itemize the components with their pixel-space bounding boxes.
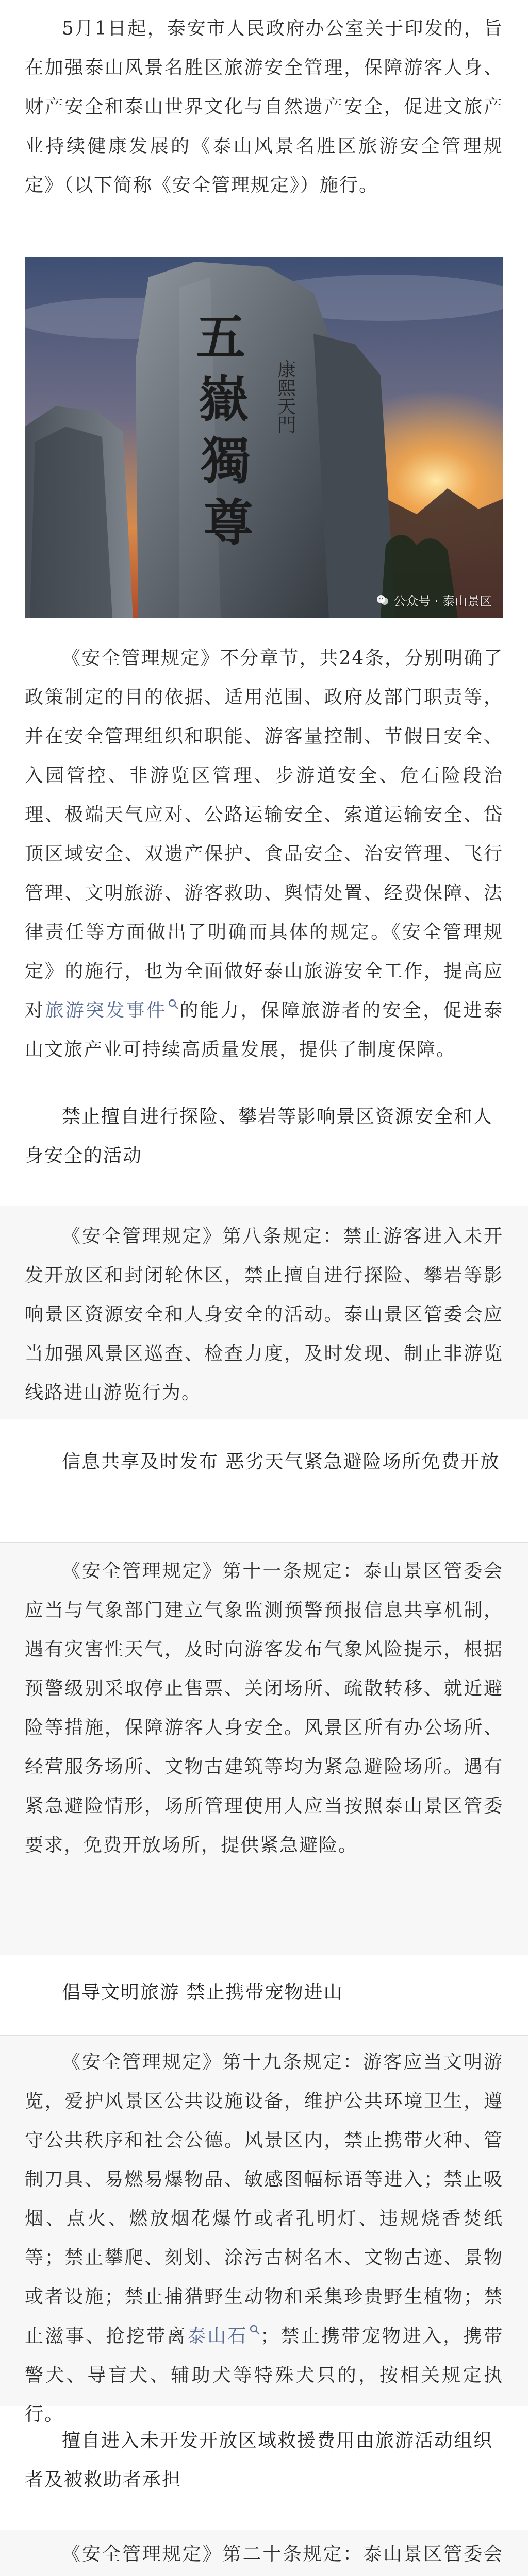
photo-watermark — [376, 591, 492, 609]
photo-illustration — [25, 257, 503, 618]
section-title: 禁止擅自进行探险、攀岩等影响景区资源安全和人身安全的活动 — [25, 1106, 493, 1166]
inscription-char: 獨 — [201, 432, 251, 490]
inscription-char: 五 — [196, 308, 245, 366]
section-body: 《安全管理规定》第十一条规定：泰山景区管委会应当与气象部门建立气象监测预警预报信息共享机制，遇有灾害性天气，及时向游客发布气象风险提示，根据预警级别采取停止售票、关闭场所、疏散转移、就近避险等措施，保障游客人身安全。风景区所有办公场所、经营服务场所、文物古建筑等均为紧急避险场所。遇有紧急避险情形，场所管理使用人应当按照泰山景区管委要求，免费开放场所，提供紧急避险。 — [25, 1561, 503, 1856]
inscription-char: 嶽 — [199, 370, 248, 428]
section-title: 倡导文明旅游 禁止携带宠物进山 — [62, 1982, 343, 2003]
taishan-stone-link[interactable]: 泰山石 — [187, 2326, 248, 2347]
summary-paragraph — [25, 639, 503, 1070]
summary-text-b: 的能力，保障旅游者的安全，促进泰山文旅产业可持续高质量发展，提供了制度保障。 — [25, 1000, 503, 1060]
taishan-photo[interactable] — [25, 257, 503, 618]
search-icon[interactable] — [249, 2324, 260, 2335]
section-body-text-a: 《安全管理规定》第十九条规定：游客应当文明游览，爱护风景区公共设施设备，维护公共环境卫生，遵守公共秩序和社会公德。风景区内，禁止携带火种、管制刀具、易燃易爆物品、敏感图幅标语等进入；禁止吸烟、点火、燃放烟花爆竹或者孔明灯、违规烧香焚纸等；禁止攀爬、刻划、涂污古树名木、文物古迹、景物或者设施；禁止捕猎野生动物和采集珍贵野生植物；禁止滋事、抢挖带离 — [25, 2052, 503, 2347]
section-body: 《安全管理规定》第二十条规定：泰山景区管委会 — [62, 2544, 503, 2565]
section-body — [25, 2043, 503, 2434]
section-title: 擅自进入未开发开放区域救援费用由旅游活动组织者及被救助者承担 — [25, 2430, 493, 2490]
inscription-char: 尊 — [204, 494, 253, 552]
section-body: 《安全管理规定》第八条规定：禁止游客进入未开发开放区和封闭轮休区，禁止擅自进行探险、攀岩等影响景区资源安全和人身安全的活动。泰山景区管委会应当加强风景区巡查、检查力度，及时发现、制止非游览线路进山游览行为。 — [25, 1226, 503, 1403]
section-body-text-b: ；禁止携带宠物进入，携带警犬、导盲犬、辅助犬等特殊犬只的，按相关规定执行。 — [25, 2326, 503, 2425]
search-icon[interactable] — [168, 998, 179, 1010]
inscription-side: 康熙天門 — [274, 360, 296, 434]
intro-paragraph: 5月1日起，泰安市人民政府办公室关于印发的，旨在加强泰山风景名胜区旅游安全管理，保障游客人身、财产安全和泰山世界文化与自然遗产安全，促进文旅产业持续健康发展的《泰山风景名胜区旅游安全管理规定》（以下简称《安全管理规定》）施行。 — [25, 18, 503, 196]
wechat-icon — [376, 594, 389, 607]
summary-text-a: 《安全管理规定》不分章节，共24条，分别明确了政策制定的目的依据、适用范围、政府及部门职责等，并在安全管理组织和职能、游客量控制、节假日安全、入园管控、非游览区管理、步游道安全、危石险段治理、极端天气应对、公路运输安全、索道运输安全、岱顶区域安全、双遗产保护、食品安全、治安管理、飞行管理、文明旅游、游客救助、舆情处置、经费保障、法律责任等方面做出了明确而具体的规定。《安全管理规定》的施行，也为全面做好泰山旅游安全工作，提高应对 — [25, 648, 503, 1021]
emergency-link[interactable]: 旅游突发事件 — [45, 1000, 167, 1021]
section-title: 信息共享及时发布 恶劣天气紧急避险场所免费开放 — [62, 1451, 500, 1472]
watermark-text: 公众号 · 泰山景区 — [393, 594, 492, 608]
